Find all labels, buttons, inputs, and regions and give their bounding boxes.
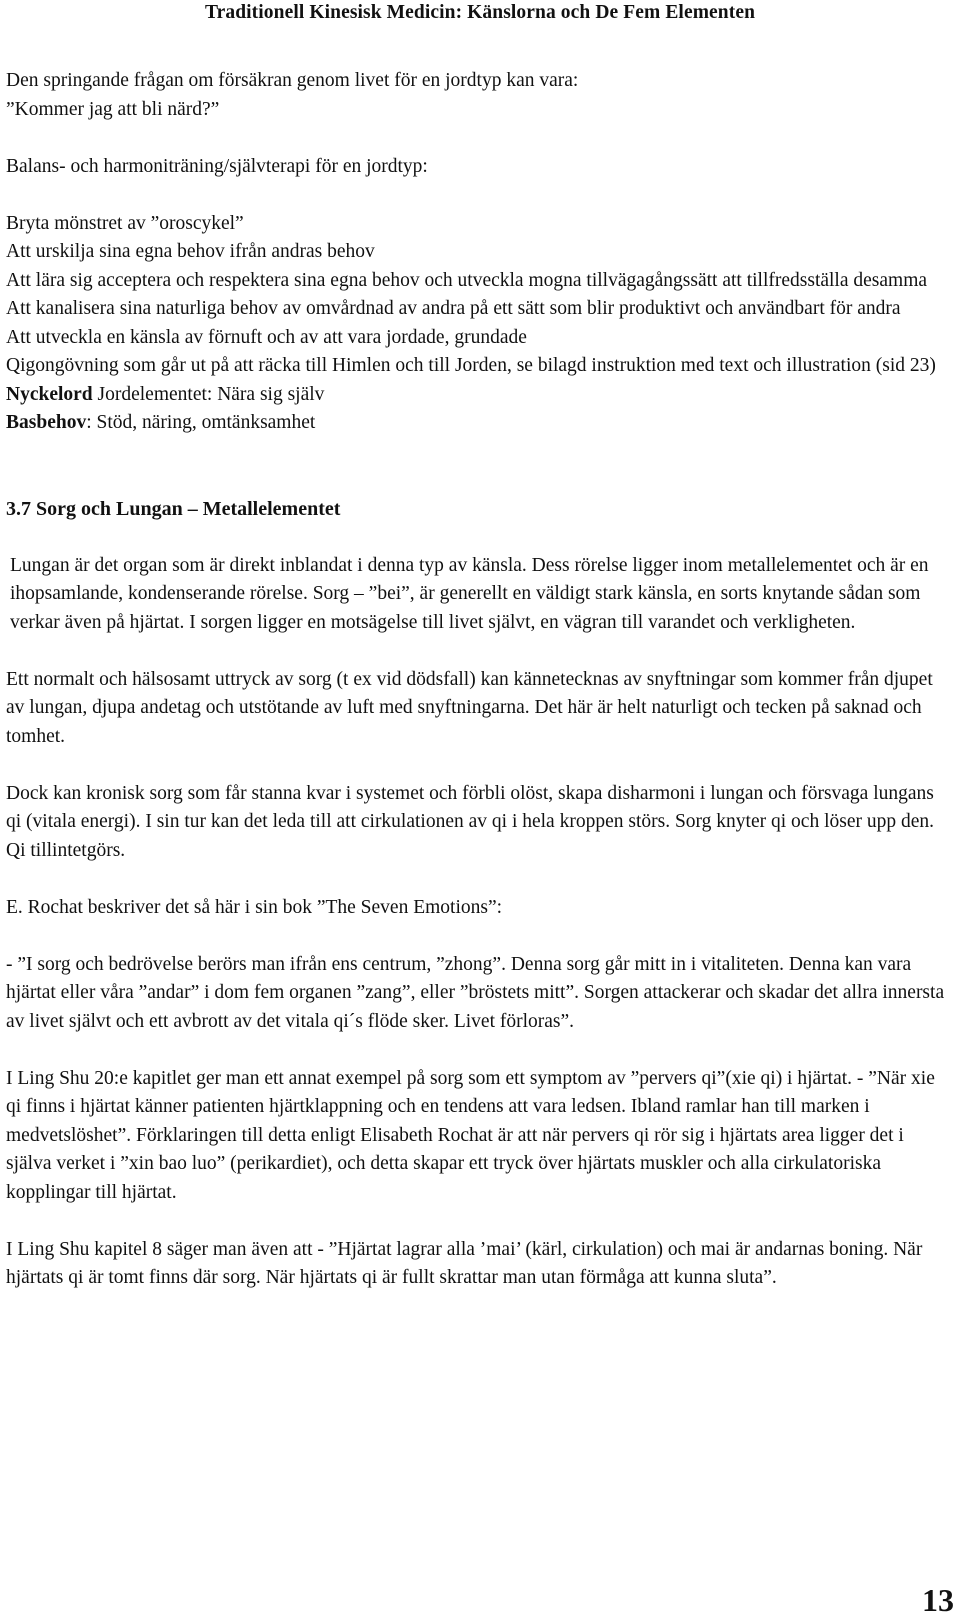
- page-number: 13: [922, 1582, 954, 1618]
- intro-line: Den springande frågan om försäkran genom livet för en jordtyp kan vara:: [6, 70, 579, 91]
- spacer: [6, 1207, 946, 1236]
- spacer: [6, 637, 946, 666]
- paragraph: Ett normalt och hälsosamt uttryck av sorg (t ex vid dödsfall) kan kännetecknas av snyftningar som kommer från djupet av lungan, djupa andetag och utstötande av luft med snyftningarna. Det här är helt naturligt och tecken på saknad och tomhet.: [6, 668, 933, 747]
- spacer: [6, 751, 946, 780]
- keyword-line: [6, 381, 946, 410]
- spacer: [6, 865, 946, 894]
- quote-paragraph: - ”I sorg och bedrövelse berörs man ifrån ens centrum, ”zhong”. Denna sorg går mitt in i vitaliteten. Denna kan vara hjärtat eller våra ”andar” i dom fem organen ”zang”, eller ”bröstets mitt”. Sorgen attackerar och skadar det allra innersta av livet självt och ett avbrott av det vitala qi´s flöde sker. Livet förloras”.: [6, 953, 945, 1032]
- training-title: Balans- och harmoniträning/självterapi för en jordtyp:: [6, 155, 428, 177]
- training-item: Att utveckla en känsla av förnuft och av att vara jordade, grundade: [6, 326, 527, 348]
- spacer: [6, 181, 946, 210]
- basic-need-line: [6, 409, 946, 438]
- basic-need-value: : Stöd, näring, omtänksamhet: [86, 412, 316, 433]
- spacer: [6, 523, 946, 552]
- basic-need-label: Basbehov: [6, 412, 87, 433]
- training-item: Att lära sig acceptera och respektera sina egna behov och utveckla mogna tillvägagångssätt att tillfredsställa desamma: [6, 269, 928, 291]
- training-item: Bryta mönstret av ”oroscykel”: [6, 212, 244, 234]
- spacer: [6, 438, 946, 467]
- spacer: [6, 1036, 946, 1065]
- spacer: [6, 124, 946, 153]
- spacer: [6, 466, 946, 495]
- training-item: Att kanalisera sina naturliga behov av omvårdnad av andra på ett sätt som blir produktivt och användbart för andra: [6, 298, 901, 319]
- spacer: [6, 922, 946, 951]
- intro-question: ”Kommer jag att bli närd?”: [6, 98, 220, 120]
- document-body: [6, 67, 946, 1293]
- training-item: Att urskilja sina egna behov ifrån andras behov: [6, 241, 375, 262]
- keyword-label: Nyckelord: [6, 383, 93, 405]
- keyword-value: Jordelementet: Nära sig själv: [92, 383, 325, 405]
- document-title: Traditionell Kinesisk Medicin: Känslorna och De Fem Elementen: [204, 2, 756, 23]
- paragraph: E. Rochat beskriver det så här i sin bok ”The Seven Emotions”:: [6, 896, 503, 918]
- paragraph: Lungan är det organ som är direkt inblandat i denna typ av känsla. Dess rörelse ligger inom metallelementet och är en ihopsamlande, kondenserande rörelse. Sorg – ”bei”, är generellt en väldigt stark känsla, en sorts knytande sådan som verkar även på hjärtat. I sorgen ligger en motsägelse till livet självt, en vägran till varandet och verkligheten.: [10, 554, 929, 633]
- paragraph: Dock kan kronisk sorg som får stanna kvar i systemet och förbli olöst, skapa disharmoni i lungan och försvaga lungans qi (vitala energi). I sin tur kan det leda till att cirkulationen av qi i hela kroppen störs. Sorg knyter qi och löser upp den. Qi tillintetgörs.: [6, 782, 935, 861]
- paragraph: I Ling Shu kapitel 8 säger man även att - ”Hjärtat lagrar alla ’mai’ (kärl, cirkulation) och mai är andarnas boning. När hjärtats qi är tomt finns där sorg. När hjärtats qi är fullt skrattar man utan förmåga att kunna sluta”.: [6, 1238, 923, 1288]
- paragraph: I Ling Shu 20:e kapitlet ger man ett annat exempel på sorg som ett symptom av ”pervers qi”(xie qi) i hjärtat. - ”När xie qi finns i hjärtat känner patienten hjärtklappning och en tendens att vara ledsen. Ibland ramlar han till marken i medvetslöshet”. Förklaringen till detta enligt Elisabeth Rochat är att när pervers qi rör sig i hjärtats area ligger det i själva verket i ”xin bao luo” (perikardiet), och detta skapar ett tryck över hjärtats muskler och alla cirkulatoriska kopplingar till hjärtat.: [6, 1067, 935, 1203]
- training-item: Qigongövning som går ut på att räcka till Himlen och till Jorden, se bilagd instruktion med text och illustration (sid 23): [6, 355, 936, 376]
- page-header: [0, 0, 960, 26]
- section-heading: 3.7 Sorg och Lungan – Metallelementet: [6, 497, 341, 520]
